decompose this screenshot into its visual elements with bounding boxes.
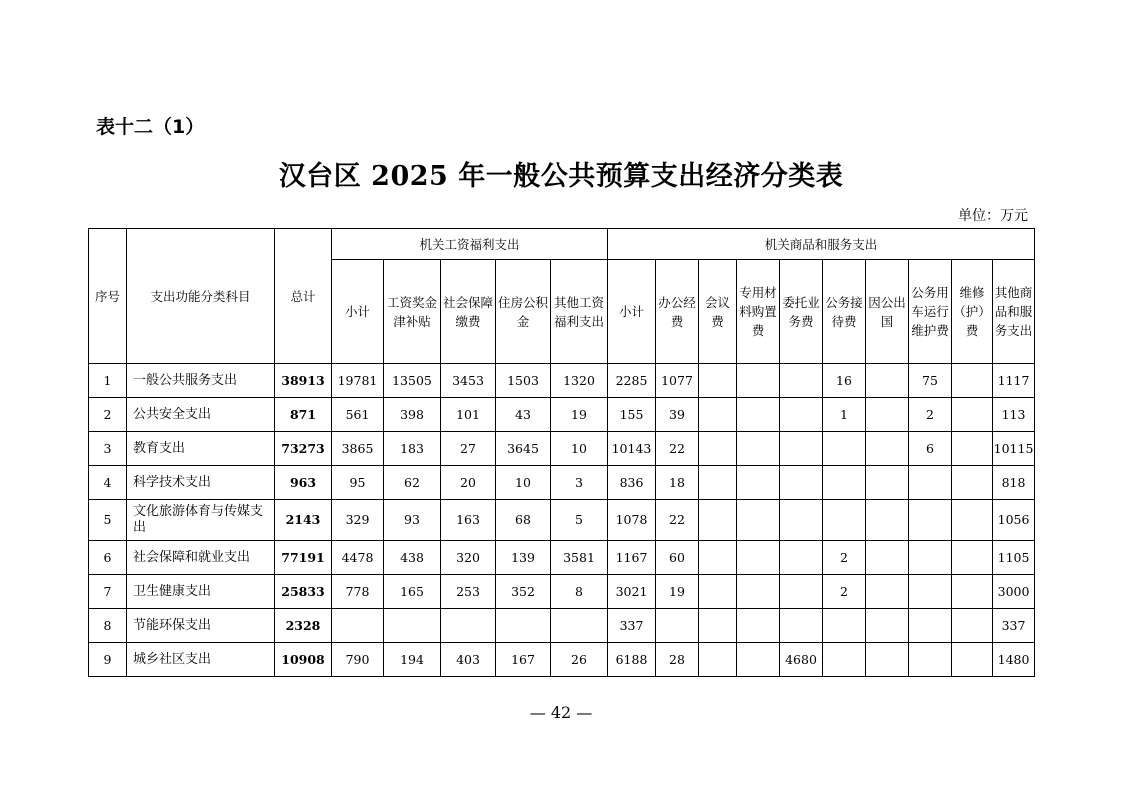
cell-w-sub: [332, 609, 384, 643]
cell-w-salary: 398: [384, 398, 441, 432]
table-row: [89, 575, 1035, 609]
header-group-goods: 机关商品和服务支出: [608, 229, 1035, 260]
cell-g-repair: [952, 541, 993, 575]
cell-g-commission: [780, 432, 823, 466]
cell-w-social: 253: [441, 575, 496, 609]
header-goods-col: 公务接待费: [823, 260, 866, 364]
cell-g-other: 1117: [993, 364, 1035, 398]
cell-g-vehicle: 6: [909, 432, 952, 466]
cell-seq: 7: [89, 575, 127, 609]
cell-g-repair: [952, 575, 993, 609]
cell-w-housing: 139: [496, 541, 551, 575]
header-goods-col: 其他商品和服务支出: [993, 260, 1035, 364]
cell-w-salary: 194: [384, 643, 441, 677]
cell-w-salary: 165: [384, 575, 441, 609]
cell-w-social: 320: [441, 541, 496, 575]
cell-w-other: 10: [551, 432, 608, 466]
cell-g-repair: [952, 466, 993, 500]
table-row: [89, 643, 1035, 677]
cell-g-office: 1077: [656, 364, 699, 398]
cell-total: 2143: [275, 500, 332, 541]
cell-w-sub: 329: [332, 500, 384, 541]
cell-name: 科学技术支出: [127, 466, 275, 500]
cell-g-other: 10115: [993, 432, 1035, 466]
cell-total: 10908: [275, 643, 332, 677]
cell-g-repair: [952, 500, 993, 541]
header-wage-col: 住房公积金: [496, 260, 551, 364]
cell-w-sub: 19781: [332, 364, 384, 398]
cell-name: 教育支出: [127, 432, 275, 466]
cell-g-sub: 337: [608, 609, 656, 643]
cell-g-office: [656, 609, 699, 643]
table-row: [89, 609, 1035, 643]
header-goods-col: 委托业务费: [780, 260, 823, 364]
cell-g-reception: 2: [823, 575, 866, 609]
header-goods-col: 专用材料购置费: [737, 260, 780, 364]
cell-total: 2328: [275, 609, 332, 643]
header-goods-col: 因公出国: [866, 260, 909, 364]
cell-g-commission: [780, 398, 823, 432]
cell-total: 25833: [275, 575, 332, 609]
table-row: [89, 364, 1035, 398]
table-row: [89, 432, 1035, 466]
cell-seq: 2: [89, 398, 127, 432]
cell-g-repair: [952, 432, 993, 466]
cell-g-reception: [823, 500, 866, 541]
cell-g-meeting: [699, 466, 737, 500]
cell-w-sub: 3865: [332, 432, 384, 466]
header-wage-col: 工资奖金津补贴: [384, 260, 441, 364]
cell-g-material: [737, 364, 780, 398]
cell-g-vehicle: [909, 609, 952, 643]
cell-seq: 1: [89, 364, 127, 398]
cell-name: 卫生健康支出: [127, 575, 275, 609]
cell-g-vehicle: [909, 541, 952, 575]
cell-w-other: 8: [551, 575, 608, 609]
cell-g-material: [737, 466, 780, 500]
cell-total: 73273: [275, 432, 332, 466]
cell-g-material: [737, 398, 780, 432]
cell-g-office: 22: [656, 500, 699, 541]
cell-g-sub: 3021: [608, 575, 656, 609]
cell-total: 38913: [275, 364, 332, 398]
header-wage-col: 社会保障缴费: [441, 260, 496, 364]
table-label: 表十二（1）: [96, 116, 205, 138]
cell-w-housing: 68: [496, 500, 551, 541]
cell-g-sub: 10143: [608, 432, 656, 466]
cell-g-material: [737, 609, 780, 643]
cell-g-commission: [780, 364, 823, 398]
header-category: 支出功能分类科目: [127, 229, 275, 364]
cell-w-salary: 438: [384, 541, 441, 575]
cell-w-housing: 43: [496, 398, 551, 432]
cell-w-social: 101: [441, 398, 496, 432]
cell-g-abroad: [866, 398, 909, 432]
cell-g-commission: [780, 466, 823, 500]
cell-w-salary: [384, 609, 441, 643]
header-total: 总计: [275, 229, 332, 364]
cell-w-other: 1320: [551, 364, 608, 398]
cell-name: 文化旅游体育与传媒支出: [127, 500, 275, 541]
cell-w-housing: 352: [496, 575, 551, 609]
cell-g-material: [737, 500, 780, 541]
cell-w-housing: 10: [496, 466, 551, 500]
cell-w-other: 3581: [551, 541, 608, 575]
cell-g-other: 1480: [993, 643, 1035, 677]
cell-w-social: 20: [441, 466, 496, 500]
cell-g-meeting: [699, 364, 737, 398]
cell-g-office: 28: [656, 643, 699, 677]
header-seq: 序号: [89, 229, 127, 364]
table-row: [89, 466, 1035, 500]
cell-g-meeting: [699, 500, 737, 541]
cell-g-reception: 1: [823, 398, 866, 432]
cell-g-commission: [780, 500, 823, 541]
table-row: [89, 500, 1035, 541]
cell-g-sub: 836: [608, 466, 656, 500]
cell-g-reception: [823, 643, 866, 677]
cell-g-vehicle: [909, 575, 952, 609]
cell-name: 节能环保支出: [127, 609, 275, 643]
cell-seq: 5: [89, 500, 127, 541]
cell-g-sub: 6188: [608, 643, 656, 677]
cell-w-social: 27: [441, 432, 496, 466]
cell-g-reception: 16: [823, 364, 866, 398]
cell-w-social: 163: [441, 500, 496, 541]
budget-table: [88, 228, 1035, 677]
cell-g-meeting: [699, 398, 737, 432]
cell-w-housing: [496, 609, 551, 643]
table-body: [89, 364, 1035, 677]
cell-g-repair: [952, 398, 993, 432]
cell-total: 963: [275, 466, 332, 500]
cell-g-repair: [952, 364, 993, 398]
cell-w-sub: 4478: [332, 541, 384, 575]
cell-w-salary: 93: [384, 500, 441, 541]
unit-label: 单位：万元: [958, 208, 1028, 224]
cell-name: 城乡社区支出: [127, 643, 275, 677]
cell-g-material: [737, 643, 780, 677]
cell-w-sub: 778: [332, 575, 384, 609]
cell-g-abroad: [866, 609, 909, 643]
cell-g-sub: 155: [608, 398, 656, 432]
cell-g-commission: [780, 575, 823, 609]
cell-g-meeting: [699, 575, 737, 609]
document-title: 汉台区 2025 年一般公共预算支出经济分类表: [278, 161, 844, 192]
cell-w-social: [441, 609, 496, 643]
cell-w-other: 3: [551, 466, 608, 500]
header-group-wage: 机关工资福利支出: [332, 229, 608, 260]
cell-g-repair: [952, 643, 993, 677]
cell-seq: 4: [89, 466, 127, 500]
cell-g-office: 60: [656, 541, 699, 575]
cell-g-sub: 2285: [608, 364, 656, 398]
cell-w-sub: 790: [332, 643, 384, 677]
cell-g-abroad: [866, 432, 909, 466]
cell-seq: 3: [89, 432, 127, 466]
cell-g-vehicle: 2: [909, 398, 952, 432]
cell-w-other: 19: [551, 398, 608, 432]
cell-g-abroad: [866, 575, 909, 609]
header-wage-col: 小计: [332, 260, 384, 364]
cell-w-sub: 95: [332, 466, 384, 500]
cell-g-other: 1056: [993, 500, 1035, 541]
cell-seq: 9: [89, 643, 127, 677]
cell-g-other: 818: [993, 466, 1035, 500]
cell-g-commission: 4680: [780, 643, 823, 677]
cell-g-sub: 1078: [608, 500, 656, 541]
cell-w-sub: 561: [332, 398, 384, 432]
cell-g-abroad: [866, 541, 909, 575]
cell-g-abroad: [866, 364, 909, 398]
cell-w-salary: 62: [384, 466, 441, 500]
cell-g-office: 18: [656, 466, 699, 500]
cell-g-other: 3000: [993, 575, 1035, 609]
cell-w-social: 3453: [441, 364, 496, 398]
header-goods-col: 会议费: [699, 260, 737, 364]
header-wage-col: 其他工资福利支出: [551, 260, 608, 364]
cell-g-other: 1105: [993, 541, 1035, 575]
cell-g-meeting: [699, 432, 737, 466]
table-row: [89, 541, 1035, 575]
cell-g-material: [737, 541, 780, 575]
cell-g-sub: 1167: [608, 541, 656, 575]
cell-name: 公共安全支出: [127, 398, 275, 432]
cell-g-material: [737, 575, 780, 609]
cell-g-vehicle: [909, 643, 952, 677]
cell-g-reception: [823, 432, 866, 466]
cell-total: 77191: [275, 541, 332, 575]
cell-w-other: 5: [551, 500, 608, 541]
table-header: [89, 229, 1035, 364]
cell-g-vehicle: 75: [909, 364, 952, 398]
cell-g-commission: [780, 609, 823, 643]
cell-w-other: [551, 609, 608, 643]
cell-g-reception: [823, 466, 866, 500]
cell-w-salary: 183: [384, 432, 441, 466]
cell-g-meeting: [699, 609, 737, 643]
cell-w-housing: 1503: [496, 364, 551, 398]
cell-g-other: 337: [993, 609, 1035, 643]
cell-g-office: 39: [656, 398, 699, 432]
page-number: — 42 —: [529, 703, 593, 722]
cell-w-salary: 13505: [384, 364, 441, 398]
header-goods-col: 公务用车运行维护费: [909, 260, 952, 364]
cell-name: 一般公共服务支出: [127, 364, 275, 398]
cell-name: 社会保障和就业支出: [127, 541, 275, 575]
header-goods-col: 办公经费: [656, 260, 699, 364]
cell-g-meeting: [699, 541, 737, 575]
cell-g-abroad: [866, 466, 909, 500]
cell-w-housing: 167: [496, 643, 551, 677]
cell-g-vehicle: [909, 466, 952, 500]
cell-g-abroad: [866, 643, 909, 677]
cell-g-meeting: [699, 643, 737, 677]
table-row: [89, 398, 1035, 432]
cell-g-material: [737, 432, 780, 466]
cell-g-abroad: [866, 500, 909, 541]
cell-w-social: 403: [441, 643, 496, 677]
cell-g-other: 113: [993, 398, 1035, 432]
cell-total: 871: [275, 398, 332, 432]
cell-g-office: 19: [656, 575, 699, 609]
header-goods-col: 维修（护）费: [952, 260, 993, 364]
cell-g-vehicle: [909, 500, 952, 541]
cell-seq: 8: [89, 609, 127, 643]
cell-w-other: 26: [551, 643, 608, 677]
cell-w-housing: 3645: [496, 432, 551, 466]
header-goods-col: 小计: [608, 260, 656, 364]
cell-g-repair: [952, 609, 993, 643]
cell-g-office: 22: [656, 432, 699, 466]
cell-seq: 6: [89, 541, 127, 575]
cell-g-reception: 2: [823, 541, 866, 575]
cell-g-reception: [823, 609, 866, 643]
cell-g-commission: [780, 541, 823, 575]
